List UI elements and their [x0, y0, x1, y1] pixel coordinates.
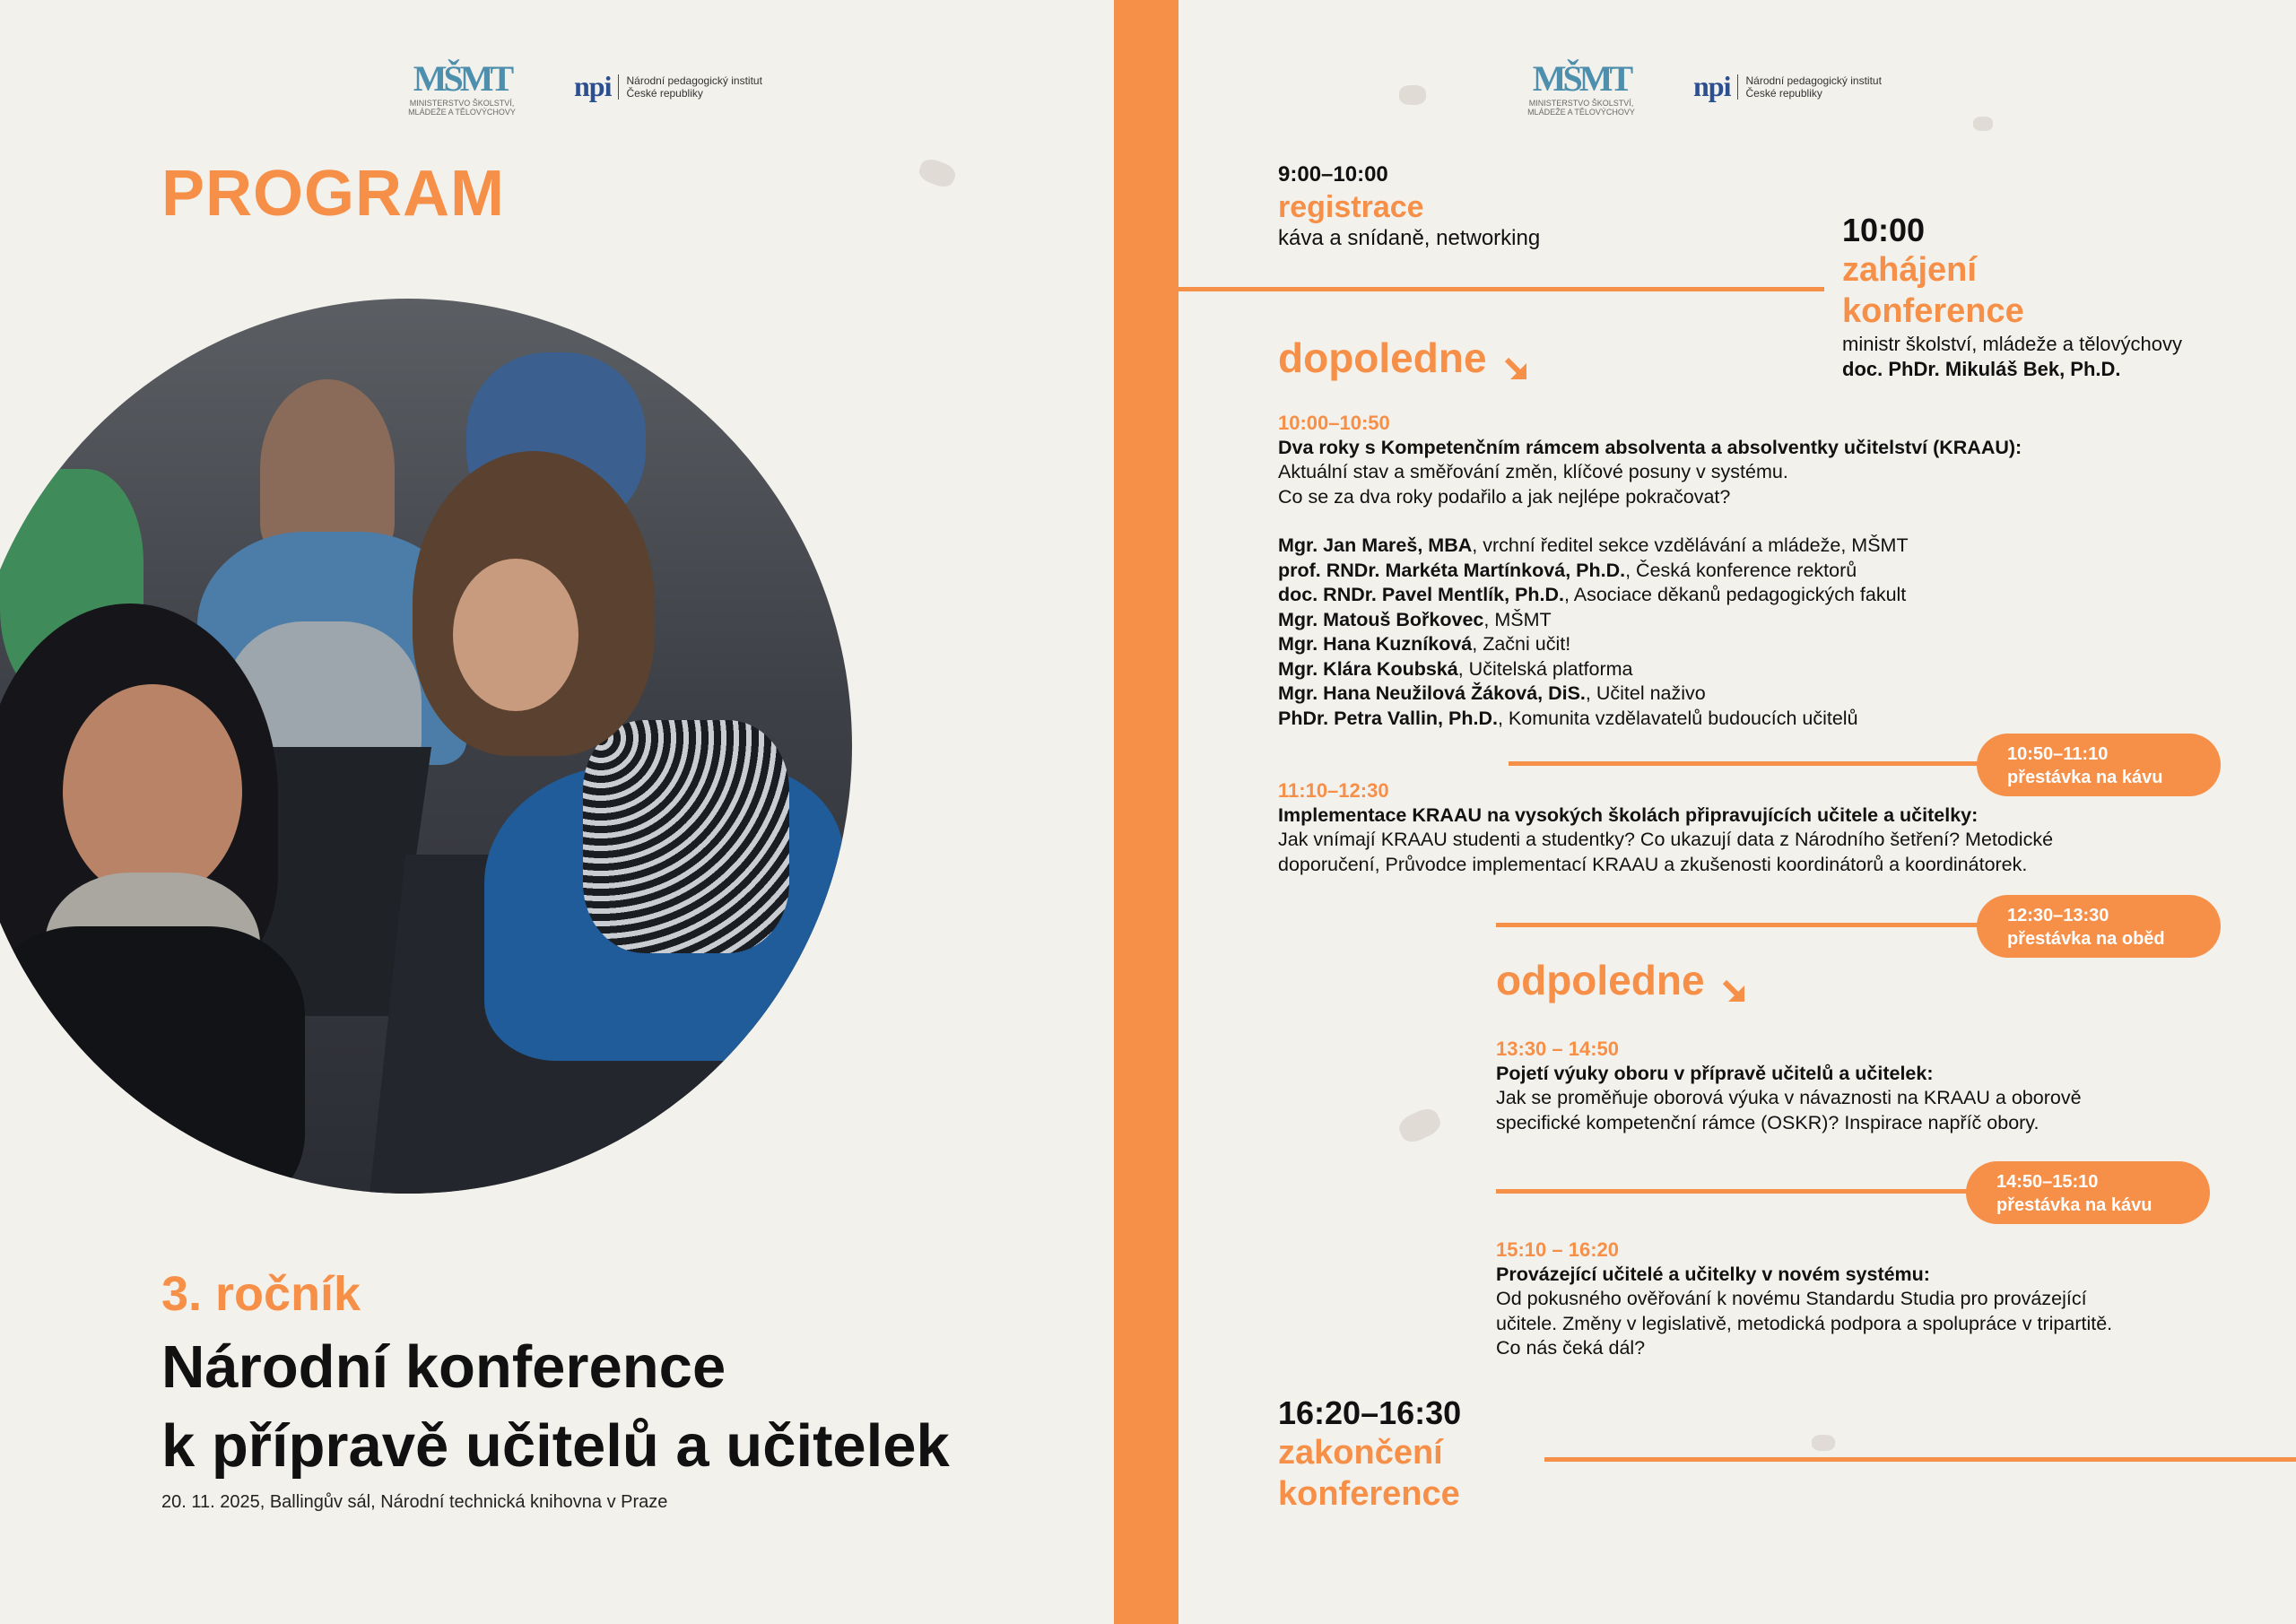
msmt-logo-mark: MŠMT: [413, 58, 511, 99]
opening-title-line2: konference: [1842, 292, 2024, 330]
orange-divider-stripe: [1114, 0, 1178, 1624]
npi-logo-line2: České republiky: [626, 86, 703, 100]
opening-speaker: doc. PhDr. Mikuláš Bek, Ph.D.: [1842, 357, 2121, 380]
paper-texture: [1973, 117, 1993, 131]
speaker-affiliation: , vrchní ředitel sekce vzdělávání a mládeže, MŠMT: [1472, 534, 1909, 556]
conference-photo: [0, 299, 852, 1194]
session2-desc2: doporučení, Průvodce implementací KRAAU a zkušenosti koordinátorů a koordinátorek.: [1278, 853, 2028, 875]
photo-patterned-vest: [583, 720, 789, 953]
speaker-row: [1278, 682, 2022, 707]
session2-time: 11:10–12:30: [1278, 779, 1389, 802]
session2-desc1: Jak vnímají KRAAU studenti a studentky? Co ukazují data z Národního šetření? Metodické: [1278, 829, 2054, 850]
speaker-name: doc. RNDr. Pavel Mentlík, Ph.D.: [1278, 584, 1564, 605]
npi-logo-line1: Národní pedagogický institut: [1745, 74, 1882, 87]
speaker-name: Mgr. Hana Kuzníková: [1278, 633, 1473, 655]
speaker-name: prof. RNDr. Markéta Martínková, Ph.D.: [1278, 559, 1626, 581]
afternoon-heading-label: odpoledne: [1496, 957, 1705, 1003]
session3-title: Pojetí výuky oboru v přípravě učitelů a učitelek:: [1496, 1062, 1934, 1084]
closing-title-line2: konference: [1278, 1475, 1460, 1513]
speaker-row: [1278, 583, 2022, 608]
npi-logo-mark: npi: [1693, 70, 1731, 102]
break3-time: 14:50–15:10: [1996, 1172, 2099, 1192]
paper-texture: [917, 156, 958, 190]
speaker-row: [1278, 657, 2022, 682]
session2-title: Implementace KRAAU na vysokých školách připravujících učitele a učitelky:: [1278, 803, 1979, 826]
registration-title: registrace: [1278, 190, 1424, 224]
registration-block: [1278, 161, 1540, 251]
photo-woman-smiling-face: [63, 684, 242, 899]
break1-time: 10:50–11:10: [2007, 744, 2109, 764]
npi-logo-divider: [618, 74, 619, 100]
break3-pill: [1966, 1161, 2210, 1224]
session1-desc2: Co se za dva roky podařilo a jak nejlépe pokračovat?: [1278, 485, 1731, 508]
conference-title-line1: Národní konference: [161, 1333, 726, 1401]
npi-logo-divider: [1737, 74, 1738, 100]
closing-block: [1278, 1394, 1461, 1515]
speaker-affiliation: , Učitelská platforma: [1457, 657, 1633, 680]
registration-time: 9:00–10:00: [1278, 162, 1388, 187]
morning-heading-label: dopoledne: [1278, 334, 1487, 381]
logo-bar-right: [1523, 59, 1882, 117]
timeline-line: [1509, 761, 2011, 766]
session4-time: 15:10 – 16:20: [1496, 1238, 1619, 1261]
photo-leather-jacket: [0, 926, 305, 1194]
date-venue: 20. 11. 2025, Ballingův sál, Národní technická knihovna v Praze: [161, 1492, 668, 1512]
timeline-line: [1496, 923, 2011, 927]
timeline-line: [1178, 287, 1824, 291]
break2-label: přestávka na oběd: [2007, 929, 2165, 949]
opening-block: [1842, 212, 2182, 381]
session4-desc2: učitele. Změny v legislativě, metodická podpora a spolupráce v tripartitě.: [1496, 1312, 2113, 1334]
session4-desc3: Co nás čeká dál?: [1496, 1337, 1646, 1359]
registration-desc: káva a snídaně, networking: [1278, 226, 1541, 250]
morning-heading: [1278, 334, 1530, 382]
arrow-down-right-icon: [1503, 344, 1530, 371]
speaker-name: Mgr. Matouš Bořkovec: [1278, 608, 1484, 630]
msmt-logo-text: MINISTERSTVO ŠKOLSTVÍ, MLÁDEŽE A TĚLOVÝCHOVY: [408, 99, 516, 117]
opening-time: 10:00: [1842, 212, 1926, 248]
photo-woman-face: [453, 559, 578, 711]
msmt-logo-text: MINISTERSTVO ŠKOLSTVÍ, MLÁDEŽE A TĚLOVÝCHOVY: [1527, 99, 1635, 117]
npi-logo-mark: npi: [574, 70, 612, 102]
timeline-line: [1496, 1189, 1998, 1194]
timeline-line: [1544, 1457, 2296, 1462]
session2-block: [1278, 778, 2053, 877]
msmt-logo: [1523, 59, 1639, 117]
session3-block: [1496, 1037, 2082, 1135]
speaker-affiliation: , Učitel naživo: [1585, 682, 1706, 704]
speaker-affiliation: , Asociace děkanů pedagogických fakult: [1564, 584, 1907, 605]
session4-block: [1496, 1238, 2112, 1361]
break3-label: přestávka na kávu: [1996, 1195, 2152, 1215]
session4-title: Provázející učitelé a učitelky v novém systému:: [1496, 1263, 1930, 1285]
speaker-row: [1278, 608, 2022, 633]
program-title: PROGRAM: [161, 158, 505, 230]
break1-label: přestávka na kávu: [2007, 768, 2163, 787]
conference-title-line2: k přípravě učitelů a učitelek: [161, 1412, 950, 1480]
paper-texture: [1399, 85, 1426, 105]
npi-logo-text: [1745, 74, 1881, 100]
speaker-name: PhDr. Petra Vallin, Ph.D.: [1278, 707, 1498, 729]
paper-texture: [1396, 1105, 1444, 1147]
session3-desc1: Jak se proměňuje oborová výuka v návaznosti na KRAAU a oborově: [1496, 1087, 2082, 1108]
break2-time: 12:30–13:30: [2007, 906, 2109, 925]
speaker-affiliation: , MŠMT: [1483, 608, 1552, 630]
paper-texture: [1812, 1435, 1835, 1451]
msmt-logo: [404, 59, 520, 117]
break2-pill: [1977, 895, 2221, 958]
speaker-name: Mgr. Klára Koubská: [1278, 657, 1458, 680]
speaker-row: [1278, 559, 2022, 584]
session3-desc2: specifické kompetenční rámce (OSKR)? Inspirace napříč obory.: [1496, 1111, 2039, 1133]
speaker-affiliation: , Komunita vzdělavatelů budoucích učitelů: [1497, 707, 1858, 729]
speaker-name: Mgr. Jan Mareš, MBA: [1278, 534, 1473, 556]
session4-desc1: Od pokusného ověřování k novému Standardu Studia pro provázející: [1496, 1288, 2087, 1309]
npi-logo-text: [626, 74, 761, 100]
logo-bar-left: [404, 59, 762, 117]
speaker-affiliation: , Začni učit!: [1472, 633, 1571, 655]
session1-desc1: Aktuální stav a směřování změn, klíčové posuny v systému.: [1278, 461, 1788, 482]
edition-label: 3. ročník: [161, 1267, 361, 1321]
speaker-row: [1278, 632, 2022, 657]
closing-time: 16:20–16:30: [1278, 1394, 1462, 1431]
spacer: [1278, 509, 2022, 534]
closing-title-line1: zakončení: [1278, 1434, 1443, 1472]
afternoon-heading: [1496, 956, 1748, 1004]
npi-logo: [574, 70, 762, 103]
arrow-down-right-icon: [1721, 967, 1748, 994]
session1-block: [1278, 411, 2022, 731]
opening-desc: ministr školství, mládeže a tělovýchovy: [1842, 333, 2183, 355]
session3-time: 13:30 – 14:50: [1496, 1038, 1619, 1060]
npi-logo-line2: České republiky: [1745, 86, 1822, 100]
speaker-row: [1278, 534, 2022, 559]
session1-time: 10:00–10:50: [1278, 412, 1390, 434]
npi-logo: [1693, 70, 1882, 103]
msmt-logo-mark: MŠMT: [1532, 58, 1631, 99]
speaker-affiliation: , Česká konference rektorů: [1625, 559, 1857, 581]
session1-title: Dva roky s Kompetenčním rámcem absolventa a absolventky učitelství (KRAAU):: [1278, 436, 2022, 458]
speaker-row: [1278, 707, 2022, 732]
speaker-name: Mgr. Hana Neužilová Žáková, DiS.: [1278, 682, 1586, 704]
npi-logo-line1: Národní pedagogický institut: [626, 74, 762, 87]
opening-title-line1: zahájení: [1842, 251, 1977, 289]
